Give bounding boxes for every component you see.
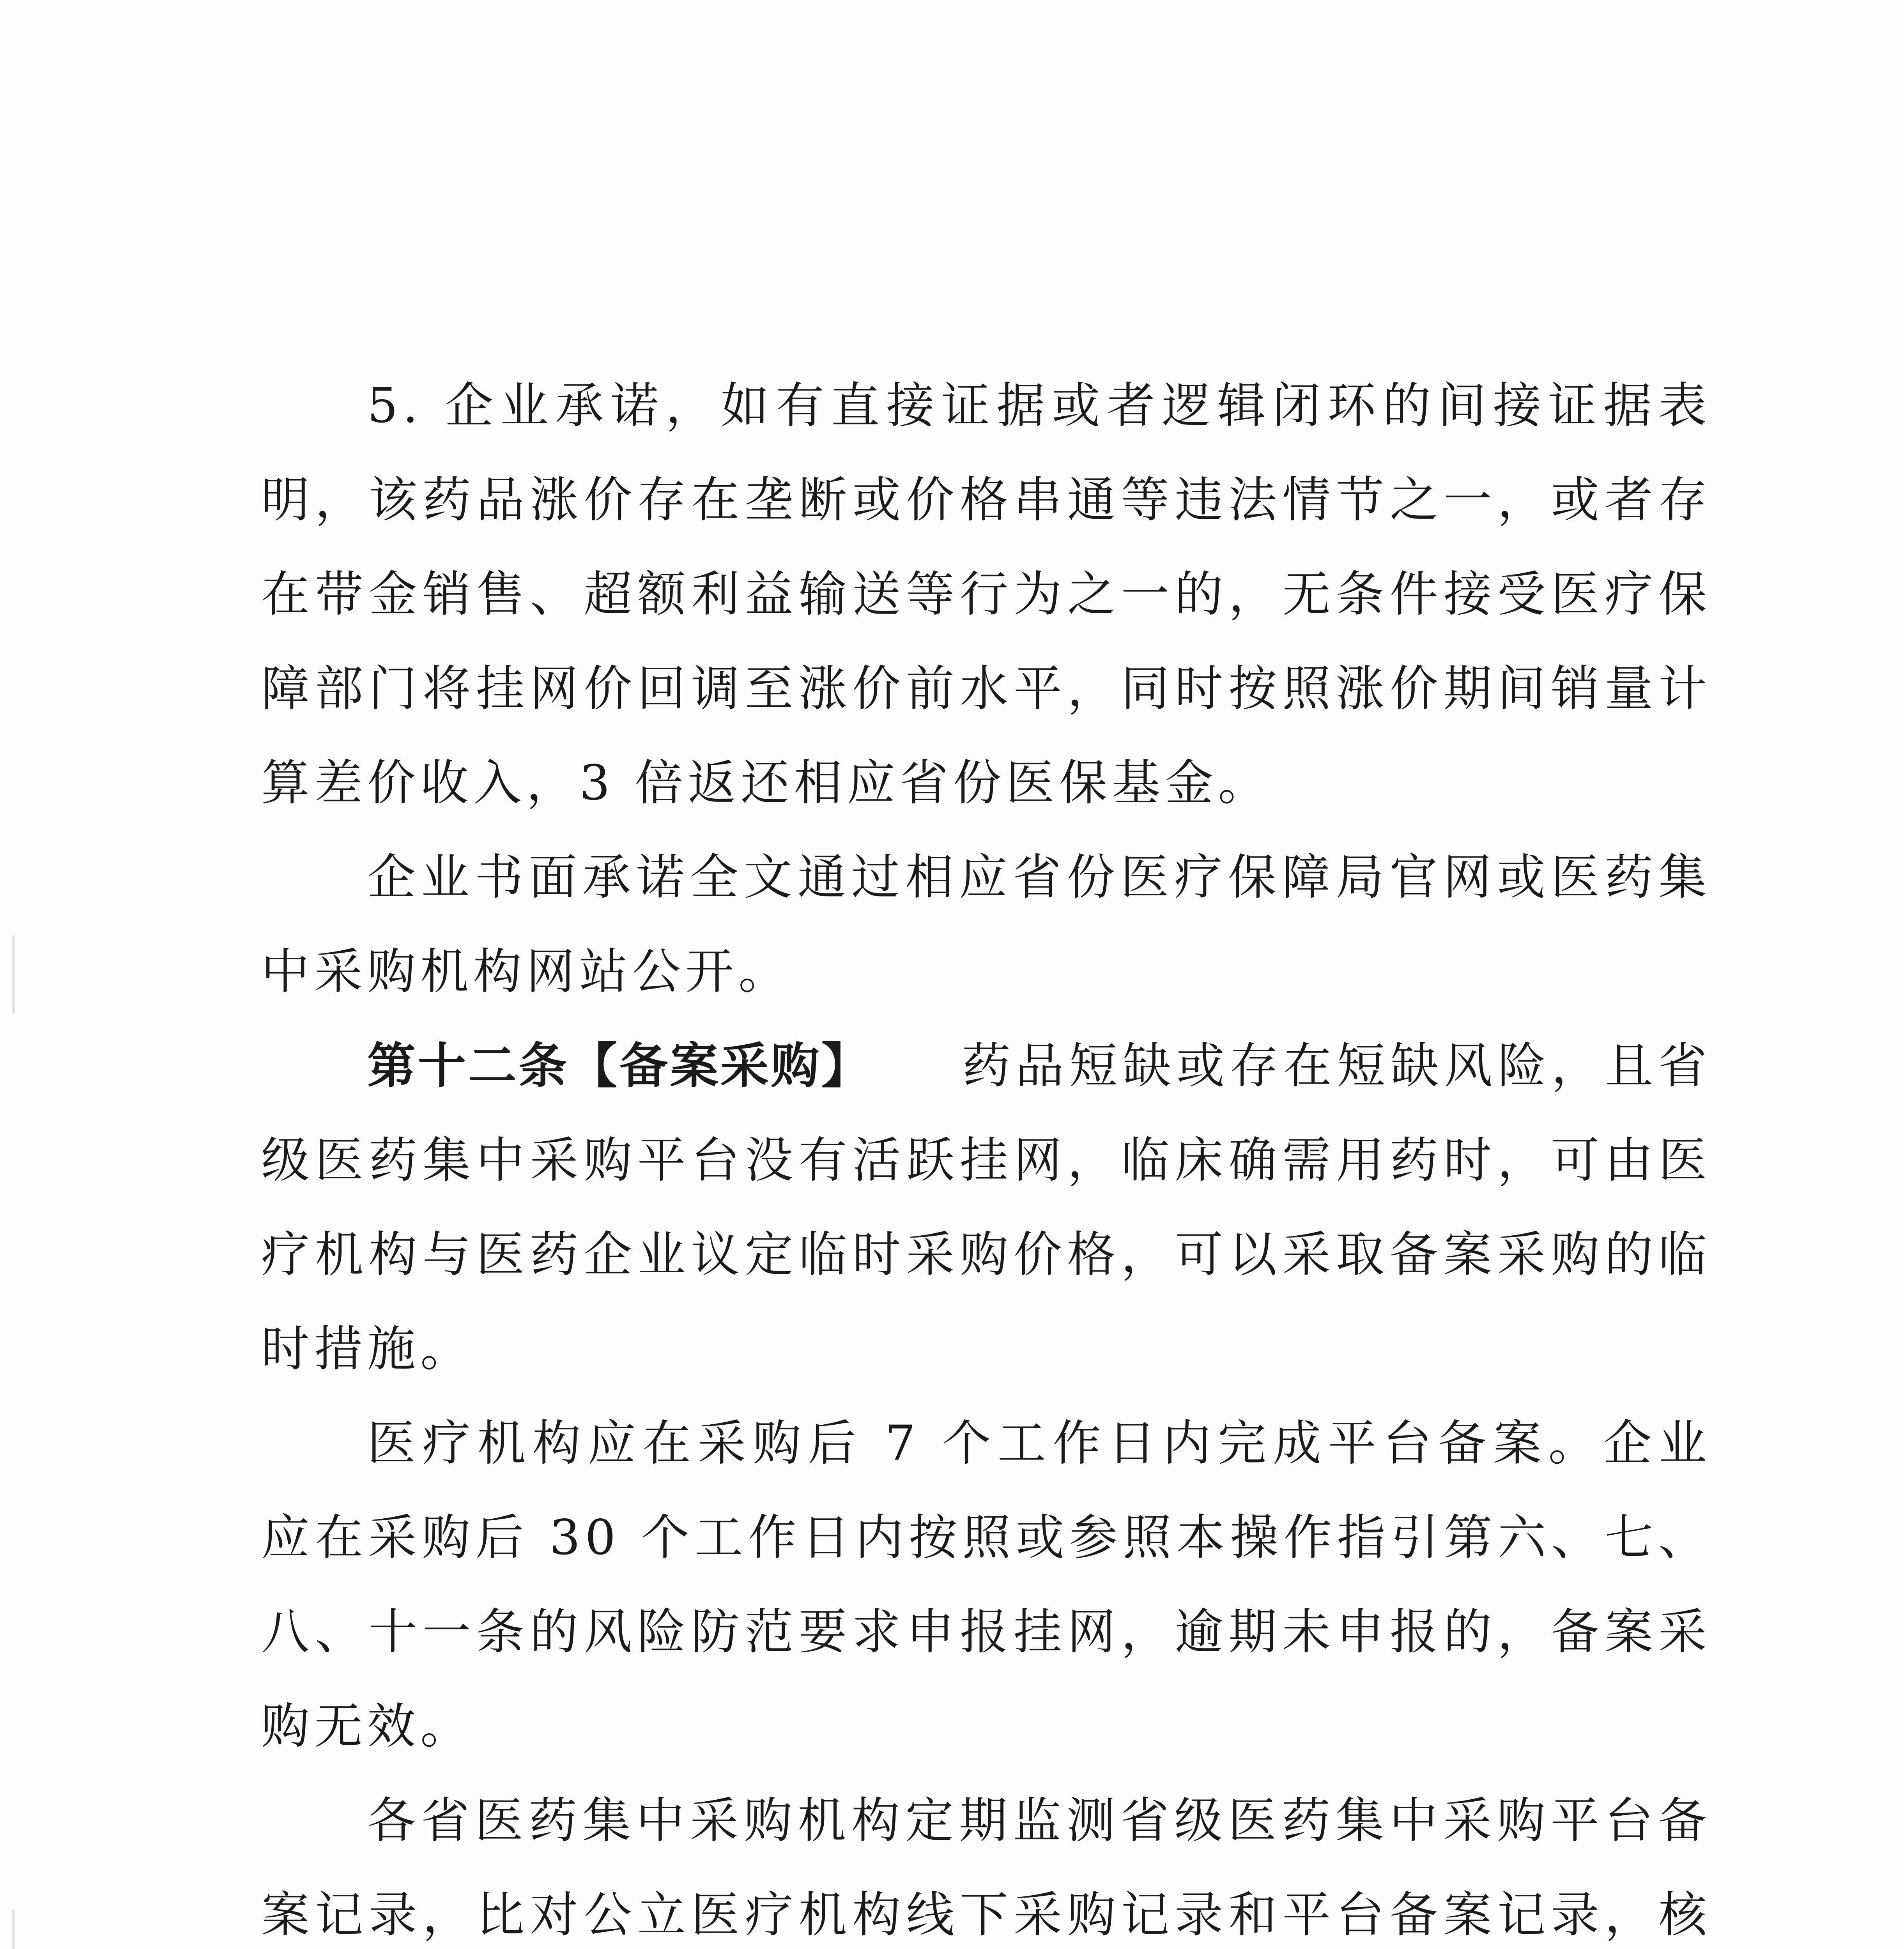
scan-edge-mark [12, 936, 15, 1013]
paragraph-text: 药品短缺或存在短缺风险，且省级医药集中采购平台没有活跃挂网，临床确需用药时，可由医疗机构与医药企业议定临时采购价格，可以采取备案采购的临时措施。 [261, 1038, 1711, 1377]
paragraph-disclosure [261, 830, 1711, 1019]
article-12-heading: 第十二条【备案采购】 [367, 1038, 872, 1094]
paragraph-text: 企业书面承诺全文通过相应省份医疗保障局官网或医药集中采购机构网站公开。 [261, 849, 1711, 1000]
paragraph-commitment-5 [261, 359, 1711, 830]
paragraph-text: 医疗机构应在采购后 7 个工作日内完成平台备案。企业应在采购后 30 个工作日内按照或参照本操作指引第六、七、八、十一条的风险防范要求申报挂网，逾期未申报的，备案采购无效。 [261, 1415, 1711, 1754]
paragraph-filing-deadline [261, 1396, 1711, 1774]
scan-edge-mark [12, 1910, 15, 1949]
article-12-paragraph [261, 1019, 1711, 1396]
paragraph-text: 各省医药集中采购机构定期监测省级医药集中采购平台备案记录，比对公立医疗机构线下采购记录和平台备案记录，核 [261, 1793, 1711, 1943]
document-body [261, 359, 1711, 1949]
paragraph-text: 5. 企业承诺，如有直接证据或者逻辑闭环的间接证据表明，该药品涨价存在垄断或价格串通等违法情节之一，或者存在带金销售、超额利益输送等行为之一的，无条件接受医疗保障部门将挂网价回调至涨价前水平，同时按照涨价期间销量计算差价收入，3 倍返还相应省份医保基金。 [261, 378, 1711, 811]
paragraph-monitoring [261, 1774, 1711, 1949]
